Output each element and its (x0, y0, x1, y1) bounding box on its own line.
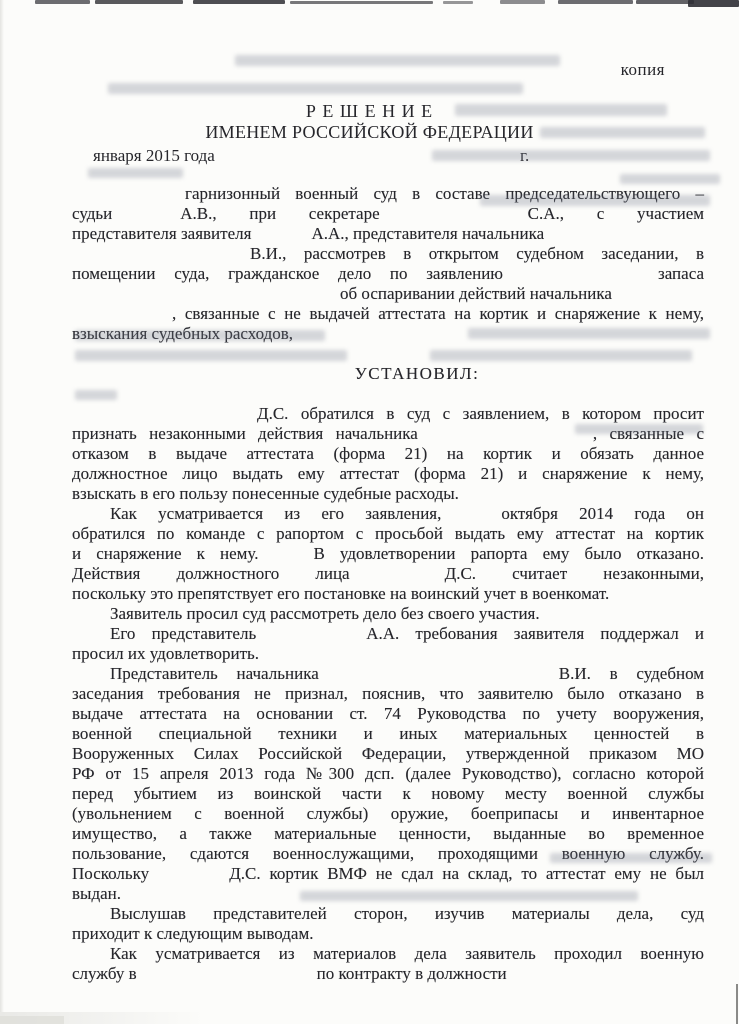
document-line (72, 244, 704, 264)
document-line (72, 804, 704, 824)
document-text: Заявитель просил суд рассмотреть дело без своего участия. (110, 604, 540, 623)
scan-artifact (736, 984, 738, 1024)
document-text: заседания требования не признал, пояснив, что заявителю было отказано в (72, 684, 704, 703)
document-line (72, 404, 704, 424)
section-heading: УСТАНОВИЛ: (354, 364, 480, 383)
document-text: В.И. в судебном (558, 664, 704, 683)
document-line (72, 604, 704, 624)
document-line (72, 304, 704, 324)
document-line (72, 664, 704, 684)
document-line (72, 284, 704, 304)
document-body (72, 184, 704, 984)
document-text: Действия должностного лица (72, 564, 350, 583)
document-line (72, 504, 704, 524)
document-text: службу в (72, 964, 137, 983)
scan-artifact (0, 1016, 64, 1024)
bleedthrough-smudge (540, 127, 705, 138)
scan-edge-left (0, 0, 4, 1024)
document-text: (увольнением с военной службы) оружие, боеприпасы и инвентарное (72, 804, 704, 823)
scan-artifact (290, 1, 433, 4)
document-text: , связанные с (592, 424, 704, 443)
document-line (72, 644, 704, 664)
document-text: поскольку это препятствует его постановке на воинский учет в военкомат. (72, 584, 610, 603)
document-text: Д.С. считает незаконными, (444, 564, 704, 583)
bleedthrough-smudge (300, 891, 638, 901)
document-text: представителя заявителя (72, 224, 252, 243)
copy-stamp: копия (620, 60, 665, 79)
bleedthrough-smudge (430, 350, 692, 361)
document-place-marker: г. (520, 146, 530, 165)
document-line (72, 784, 704, 804)
document-text: выдан. (72, 884, 121, 903)
document-line (72, 224, 704, 244)
document-text: приходит к следующим выводам. (72, 924, 314, 943)
document-text: должностное лицо выдать ему аттестат (форма 21) и снаряжение к нему, (72, 464, 704, 483)
redaction-gap (258, 558, 313, 559)
document-line (72, 444, 704, 464)
document-line (72, 464, 704, 484)
document-text: октября 2014 года он (501, 504, 704, 523)
redaction-gap (380, 218, 528, 219)
document-line (72, 924, 704, 944)
document-line (72, 964, 704, 984)
document-text: А.В., при секретаре (180, 204, 380, 223)
document-text: взыскать в его пользу понесенные судебные расходы. (72, 484, 459, 503)
document-text: В.И., рассмотрев в открытом судебном заседании, в (250, 244, 704, 263)
document-text: судьи (72, 204, 113, 223)
redaction-gap (256, 638, 366, 639)
document-text: по контракту в должности (316, 964, 507, 983)
bleedthrough-smudge (75, 330, 325, 341)
redaction-gap (112, 218, 180, 219)
document-line (72, 744, 704, 764)
document-text: пользование, сдаются военнослужащими, проходящими военную службу. (72, 844, 704, 863)
scan-artifact (636, 0, 694, 4)
redaction-gap (319, 678, 559, 679)
document-text: признать незаконными действия начальника (72, 424, 418, 443)
document-line (72, 624, 704, 644)
document-text: об оспаривании действий начальника (340, 284, 612, 303)
redaction-gap (503, 278, 658, 279)
redaction-gap (441, 518, 501, 519)
document-line (72, 264, 704, 284)
document-date: января 2015 года (93, 146, 215, 165)
document-text: помещении суда, гражданское дело по заявлению (72, 264, 504, 283)
document-line (72, 204, 704, 224)
document-text: отказом в выдаче аттестата (форма 21) на кортик и обязать данное (72, 444, 704, 463)
document-text: Вооруженных Силах Российской Федерации, утвержденной приказом МО (72, 744, 704, 763)
document-text: запаса (658, 264, 704, 283)
document-text: выдаче аттестата на основании ст. 74 Руководства по учету вооружения, (72, 704, 704, 723)
bleedthrough-smudge (75, 350, 347, 361)
document-text: имущество, а также материальные ценности, выданные во временное (72, 824, 704, 843)
document-text: , связанные с не выдачей аттестата на кортик и снаряжение к нему, (172, 304, 704, 323)
bleedthrough-smudge (480, 195, 710, 206)
document-line (72, 764, 704, 784)
bleedthrough-smudge (575, 424, 703, 434)
document-text: взыскания судебных расходов, (72, 324, 294, 343)
scan-artifact (688, 0, 739, 7)
document-text: Его представитель (110, 624, 257, 643)
document-line (72, 724, 704, 744)
bleedthrough-smudge (432, 150, 710, 161)
document-text: В удовлетворении рапорта ему было отказано. (313, 544, 705, 563)
bleedthrough-smudge (550, 853, 712, 863)
redaction-gap (137, 978, 317, 979)
bleedthrough-smudge (88, 168, 183, 178)
document-text: Д.С. обратился в суд с заявлением, в котором просит (257, 404, 704, 423)
scan-artifact (443, 1, 473, 4)
scan-artifact (35, 0, 90, 4)
document-line (72, 524, 704, 544)
document-text: Выслушав представителей сторон, изучив материалы дела, суд (110, 904, 704, 923)
redaction-gap (251, 238, 311, 239)
scan-artifact (193, 0, 285, 4)
bleedthrough-smudge (108, 83, 523, 94)
document-text: А.А., представителя начальника (311, 224, 545, 243)
scan-artifact (500, 0, 545, 4)
document-text: Представитель начальника (110, 664, 319, 683)
document-line (72, 704, 704, 724)
document-text: С.А., с участием (527, 204, 704, 223)
document-text: А.А. требования заявителя поддержал и (366, 624, 704, 643)
redaction-gap (350, 578, 445, 579)
document-text: просил их удовлетворить. (72, 644, 260, 663)
scan-artifact (558, 0, 633, 4)
document-line (72, 684, 704, 704)
document-text: и снаряжение к нему. (72, 544, 259, 563)
document-text: Поскольку (72, 864, 150, 883)
redaction-gap (149, 878, 229, 879)
document-subtitle: ИМЕНЕМ РОССИЙСКОЙ ФЕДЕРАЦИИ (205, 122, 534, 142)
document-text: Как усматривается из материалов дела заявитель проходил военную (110, 944, 704, 963)
document-text: обратился по команде с рапортом с просьбой выдать ему аттестат на кортик (72, 524, 704, 543)
document-line (72, 904, 704, 924)
document-line (72, 864, 704, 884)
scan-artifact (95, 0, 183, 4)
bleedthrough-smudge (75, 390, 117, 400)
document-line (72, 824, 704, 844)
document-text: Д.С. кортик ВМФ не сдал на склад, то аттестат ему не был (229, 864, 704, 883)
document-line (72, 564, 704, 584)
document-line (72, 584, 704, 604)
bleedthrough-smudge (235, 55, 560, 66)
bleedthrough-smudge (455, 104, 667, 116)
document-text: перед убытием из воинской части к новому месту военной службы (72, 784, 704, 803)
document-line (72, 944, 704, 964)
bleedthrough-smudge (468, 328, 710, 339)
document-line (72, 484, 704, 504)
redaction-gap (418, 438, 593, 439)
document-line (72, 544, 704, 564)
bleedthrough-smudge (620, 174, 720, 184)
document-title: Р Е Ш Е Н И Е (305, 101, 434, 121)
document-text: РФ от 15 апреля 2013 года №300 дсп. (далее Руководство), согласно которой (72, 764, 704, 783)
document-text: военной специальной техники и иных материальных ценностей в (72, 724, 704, 743)
document-text: Как усматривается из его заявления, (110, 504, 442, 523)
document-text: гарнизонный военный суд в составе председательствующего – (185, 184, 704, 203)
